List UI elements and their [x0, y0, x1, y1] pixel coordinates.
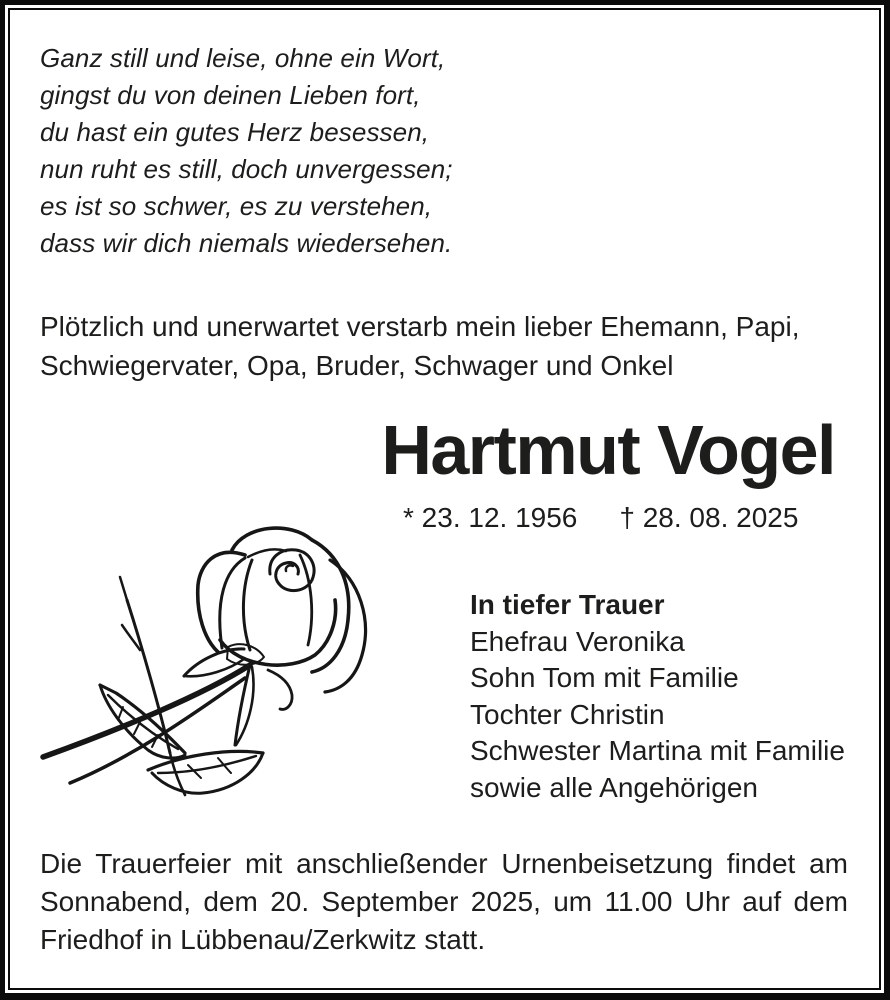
- poem-line: du hast ein gutes Herz besessen,: [40, 117, 430, 147]
- poem-line: es ist so schwer, es zu verstehen,: [40, 191, 433, 221]
- funeral-details: Die Trauerfeier mit anschließender Urnenbeisetzung findet am Sonnabend, dem 20. September 2025, um 11.00 Uhr auf dem Friedhof in Lübbenau/Zerkwitz statt.: [40, 848, 848, 955]
- life-dates: [403, 502, 798, 534]
- poem-line: nun ruht es still, doch unvergessen;: [40, 154, 453, 184]
- mourner-line: sowie alle Angehörigen: [470, 771, 758, 803]
- mourner-line: Tochter Christin: [470, 698, 665, 730]
- poem-line: Ganz still und leise, ohne ein Wort,: [40, 43, 446, 73]
- birth-date: * 23. 12. 1956: [403, 502, 578, 533]
- rose-illustration: [28, 515, 460, 827]
- death-date: † 28. 08. 2025: [619, 502, 799, 533]
- mourner-line: Ehefrau Veronika: [470, 625, 685, 657]
- mourning-heading: In tiefer Trauer: [470, 589, 665, 620]
- mourning-block: [470, 587, 845, 807]
- memorial-poem: [40, 40, 453, 262]
- poem-line: gingst du von deinen Lieben fort,: [40, 80, 421, 110]
- frame-gap: [5, 5, 884, 993]
- deceased-name: Hartmut Vogel: [381, 411, 835, 489]
- intro-text: Plötzlich und unerwartet verstarb mein lieber Ehemann, Papi, Schwiegervater, Opa, Bruder, Schwager und Onkel: [40, 311, 800, 381]
- mourner-line: Schwester Martina mit Familie: [470, 735, 845, 767]
- obituary-card: [8, 8, 881, 990]
- mourner-line: Sohn Tom mit Familie: [470, 662, 739, 694]
- poem-line: dass wir dich niemals wiedersehen.: [40, 228, 453, 258]
